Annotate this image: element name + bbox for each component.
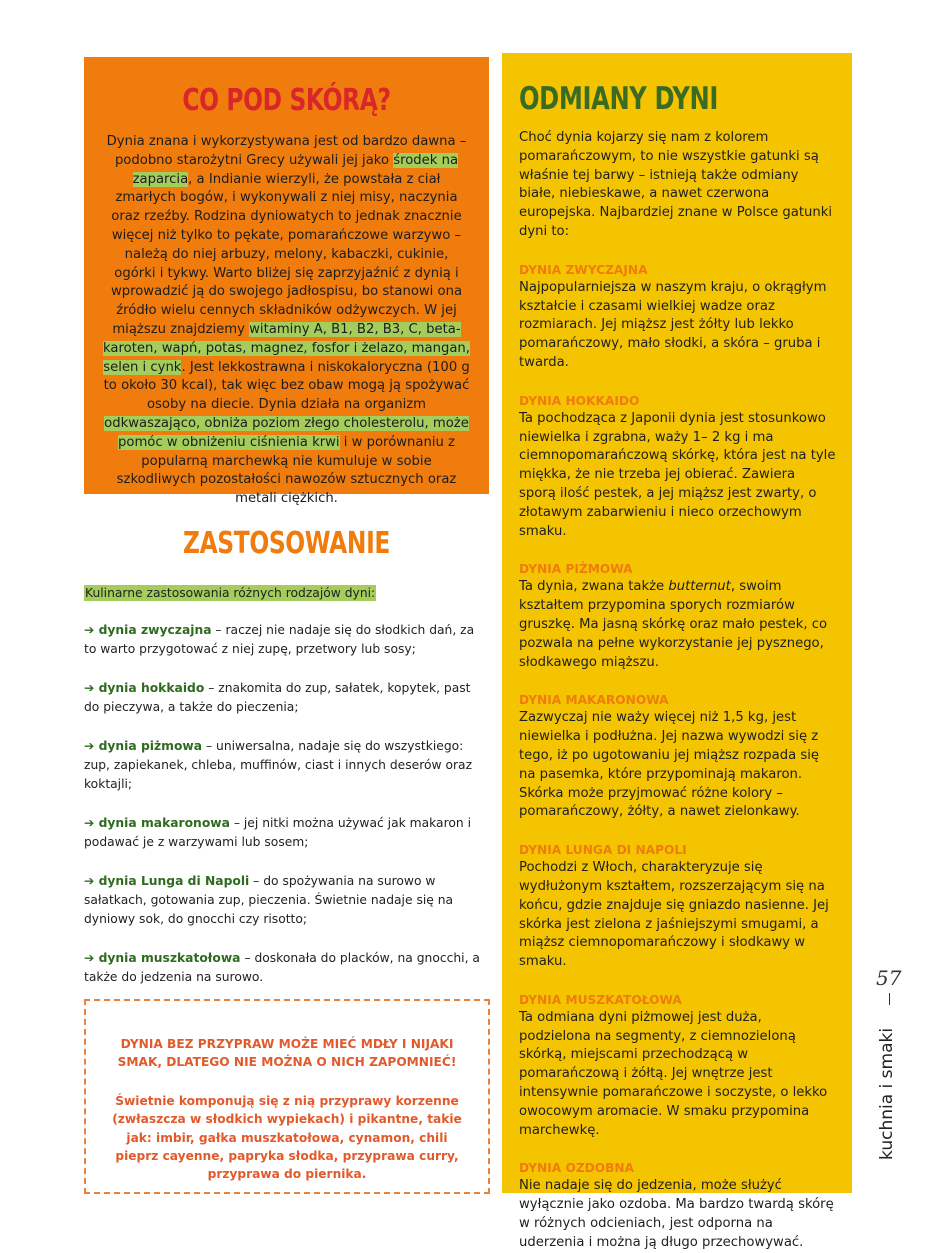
variety-description: Nie nadaje się do jedzenia, może służyć wyłącznie jako ozdoba. Ma bardzo twardą skórę w różnych odcieniach, jest odporna na uderzenia i można ją długo przechowywać.: [519, 1178, 834, 1250]
usage-item-name: dynia zwyczajna: [98, 623, 212, 637]
arrow-icon: ➔: [84, 874, 99, 888]
usage-item: [84, 679, 489, 717]
variety-name: DYNIA LUNGA DI NAPOLI: [519, 843, 687, 858]
body-text: , a Indianie wierzyli, że powstała z ciał zmarłych bogów, i wykonywali z niej misy, naczynia oraz rzeźby. Rodzina dyniowatych to jednak znacznie więcej niż tylko to pękate, pomarańczowe warzywo – należą do niej arbuzy, melony, kabaczki, cukinie, ogórki i tykwy. Warto bliżej się zaprzyjaźnić z dynią i wprowadzić ją do swojego jadłospisu, bo stanowi ona źródło wielu cennych składników odżywczych. W jej miąższu znajdziemy: [110, 171, 463, 337]
usage-item-name: dynia hokkaido: [98, 681, 205, 695]
body-text: . Jest lekkostrawna i niskokaloryczna (100 g to około 30 kcal), tak więc bez obaw mogą ją spożywać osoby na diecie. Dynia działa na organizm: [103, 359, 470, 413]
usage-list: [84, 621, 489, 987]
variety-description: Pochodzi z Włoch, charakteryzuje się wydłużonym kształtem, rozszerzającym się na końcu, gdzie znajduje się gniazdo nasienne. Jej skórka jest zielona z jaśniejszymi smugami, a miąższ ciemnopomarańczowy i słodkawy w smaku.: [519, 860, 829, 970]
usage-title: ZASTOSOWANIE: [182, 526, 390, 561]
page-number: 57: [876, 966, 902, 990]
variety-item: [519, 691, 836, 822]
usage-item-text: – znakomita do zup, sałatek, kopytek, past do pieczywa, a także do pieczenia;: [84, 681, 471, 714]
divider: [889, 993, 890, 1005]
variety-name: DYNIA HOKKAIDO: [519, 393, 640, 408]
intro-title: CO POD SKÓRĄ?: [182, 83, 391, 118]
tip-box: [84, 999, 490, 1194]
usage-item-name: dynia makaronowa: [98, 816, 230, 830]
usage-item-text: – jej nitki można używać jak makaron i podawać je z warzywami lub sosem;: [84, 816, 472, 849]
highlighted-text: środek na zaparcia: [132, 152, 459, 187]
variety-name: DYNIA MAKARONOWA: [519, 693, 669, 708]
tip-heading: DYNIA BEZ PRZYPRAW MOŻE MIEĆ MDŁY I NIJAKI SMAK, DLATEGO NIE MOŻNA O NICH ZAPOMNIEĆ!: [117, 1037, 457, 1070]
variety-name: DYNIA MUSZKATOŁOWA: [519, 992, 682, 1007]
variety-item: [519, 560, 836, 672]
arrow-icon: ➔: [84, 623, 99, 637]
variety-name: DYNIA OZDOBNA: [519, 1161, 635, 1176]
body-text: Dynia znana i wykorzystywana jest od bardzo dawna – podobno starożytni Grecy używali jej jako: [106, 134, 467, 168]
intro-paragraph: [102, 133, 471, 509]
varieties-list: [519, 261, 836, 1253]
usage-item-text: – doskonała do placków, na gnocchi, a także do jedzenia na surowo.: [84, 951, 480, 984]
arrow-icon: ➔: [84, 951, 99, 965]
varieties-title: ODMIANY DYNI: [519, 81, 718, 117]
usage-item: [84, 949, 489, 987]
usage-item-text: – uniwersalna, nadaje się do wszystkiego: zup, zapiekanek, chleba, muffinów, ciast i innych deserów oraz koktajli;: [84, 739, 473, 791]
usage-item-text: – do spożywania na surowo w sałatkach, gotowania zup, pieczenia. Świetnie nadaje się na dyniowy sok, do gnocchi czy risotto;: [84, 874, 454, 926]
variety-item: [519, 841, 836, 972]
usage-intro: Kulinarne zastosowania różnych rodzajów dyni:: [85, 586, 376, 600]
variety-name: DYNIA ZWYCZAJNA: [519, 262, 648, 277]
arrow-icon: ➔: [84, 681, 99, 695]
usage-section: [84, 524, 489, 987]
usage-item-name: dynia Lunga di Napoli: [98, 874, 250, 888]
usage-item: [84, 872, 489, 929]
highlighted-text: odkwaszająco, obniża poziom złego cholesterolu, może pomóc w obniżeniu ciśnienia krwi: [104, 415, 469, 450]
variety-description: Zazwyczaj nie waży więcej niż 1,5 kg, jest niewielka i podłużna. Jej nazwa wywodzi się z tego, iż po ugotowaniu jej miąższ rozpada się na pasemka, które przypominają makaron. Skórka może przyjmować różne kolory – pomarańczowy, żółty, a nawet zielonkawy.: [519, 710, 819, 820]
varieties-intro: Choć dynia kojarzy się nam z kolorem pomarańczowym, to nie wszystkie gatunki są właśnie tej barwy – istnieją także odmiany białe, niebieskawe, a nawet czerwona europejska. Najbardziej znane w Polsce gatunki dyni to:: [519, 130, 833, 239]
variety-item: [519, 261, 836, 373]
usage-item-name: dynia muszkatołowa: [98, 951, 241, 965]
section-label: kuchnia i smaki: [877, 1027, 897, 1160]
usage-item: [84, 621, 489, 659]
arrow-icon: ➔: [84, 739, 99, 753]
usage-item-text: – raczej nie nadaje się do słodkich dań, za to warto przygotować z niej zupę, przetwory lub sosy;: [84, 623, 475, 656]
highlighted-text: witaminy A, B1, B2, B3, C, beta-karoten, wapń, potas, magnez, fosfor i żelazo, mangan, selen i cynk: [103, 321, 470, 375]
variety-description: Ta odmiana dyni piżmowej jest duża, podzielona na segmenty, z ciemnozieloną skórką, miejscami przechodzącą w pomarańczową i żółtą. Jej wnętrze jest intensywnie pomarańczowe i soczyste, o lekko owocowym aromacie. W smaku przypomina marchewkę.: [519, 1009, 828, 1138]
variety-description: Najpopularniejsza w naszym kraju, o okrągłym kształcie i czasami wielkiej wadze oraz rozmiarach. Jej miąższ jest żółty lub lekko pomarańczowy, mało słodki, a skóra – gruba i twarda.: [519, 279, 827, 370]
usage-item: [84, 814, 489, 852]
varieties-box: [502, 53, 852, 1250]
tip-body: Świetnie komponują się z nią przyprawy korzenne (zwłaszcza w słodkich wypiekach) i pikantne, takie jak: imbir, gałka muszkatołowa, cynamon, chili pieprz cayenne, papryka słodka, przyprawa curry, przyprawa do piernika.: [112, 1093, 462, 1182]
variety-description: Ta dynia, zwana także butternut, swoim kształtem przypomina sporych rozmiarów gruszkę. Ma jasną skórkę oraz mało pestek, co pozwala na pełne wykorzystanie jej pysznego, słodkawego miąższu.: [519, 579, 828, 670]
usage-item: [84, 737, 489, 794]
variety-alt-name: butternut: [668, 579, 731, 595]
arrow-icon: ➔: [84, 816, 99, 830]
variety-name: DYNIA PIŻMOWA: [519, 562, 633, 577]
variety-item: [519, 392, 836, 542]
intro-box: [84, 57, 489, 507]
variety-item: [519, 991, 836, 1141]
body-text: i w porównaniu z popularną marchewką nie kumuluje w sobie szkodliwych pozostałości nawozów sztucznych oraz metali ciężkich.: [116, 434, 457, 507]
variety-item: [519, 1159, 836, 1252]
variety-description: Ta pochodząca z Japonii dynia jest stosunkowo niewielka i zgrabna, waży 1– 2 kg i ma ciemnopomarańczową skórkę, która jest na tyle miękka, że nie trzeba jej obierać. Zawiera sporą ilość pestek, a jej miąższ jest zwarty, o złotawym zabarwieniu i nieco orzechowym smaku.: [519, 410, 836, 539]
usage-item-name: dynia piżmowa: [98, 739, 203, 753]
